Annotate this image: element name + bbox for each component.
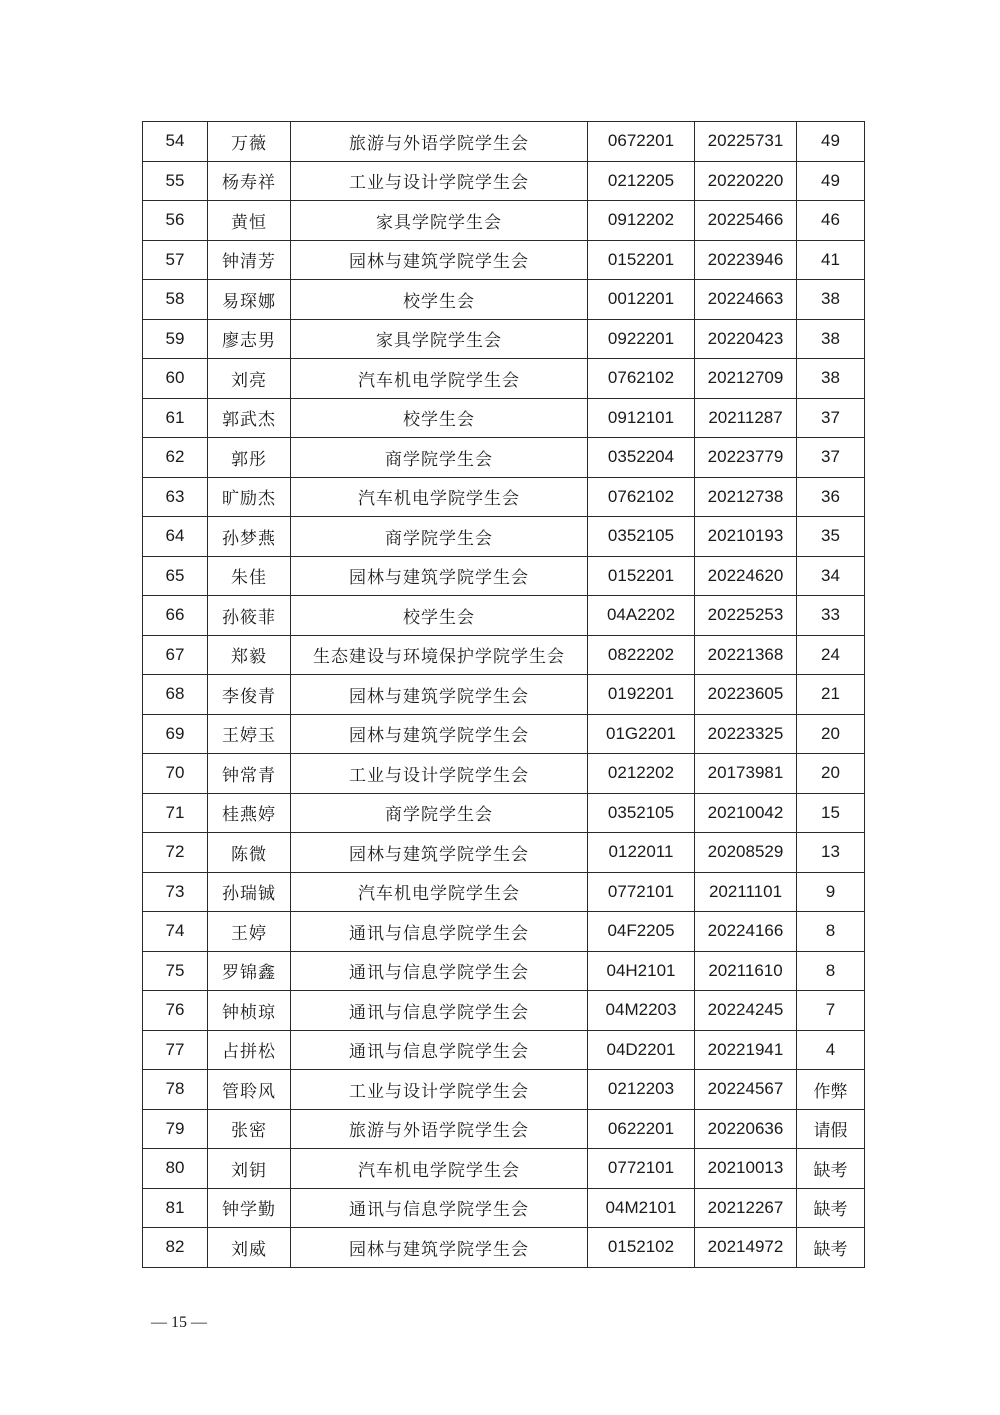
table-row [143,1070,865,1110]
score-cell: 9 [797,872,865,912]
class-code-cell: 0912202 [588,201,695,241]
class-code-cell: 0822202 [588,635,695,675]
class-code-cell: 0762102 [588,477,695,517]
student-id-cell: 20211610 [695,951,797,991]
score-cell: 38 [797,319,865,359]
class-code-cell: 0922201 [588,319,695,359]
score-cell: 15 [797,793,865,833]
organization-cell: 商学院学生会 [291,793,588,833]
class-code-cell: 0212202 [588,754,695,794]
score-cell: 46 [797,201,865,241]
table-row [143,1109,865,1149]
score-cell: 缺考 [797,1228,865,1268]
student-id-cell: 20210193 [695,517,797,557]
student-name-cell: 孙梦燕 [208,517,291,557]
student-name-cell: 钟常青 [208,754,291,794]
score-cell: 20 [797,754,865,794]
row-number-cell: 76 [143,991,208,1031]
student-name-cell: 朱佳 [208,556,291,596]
score-cell: 8 [797,912,865,952]
organization-cell: 工业与设计学院学生会 [291,754,588,794]
student-name-cell: 刘钥 [208,1149,291,1189]
table-row [143,1228,865,1268]
row-number-cell: 68 [143,675,208,715]
row-number-cell: 82 [143,1228,208,1268]
student-id-cell: 20223779 [695,438,797,478]
organization-cell: 园林与建筑学院学生会 [291,714,588,754]
organization-cell: 通讯与信息学院学生会 [291,1030,588,1070]
table-row [143,438,865,478]
student-id-cell: 20212709 [695,359,797,399]
class-code-cell: 0622201 [588,1109,695,1149]
organization-cell: 通讯与信息学院学生会 [291,912,588,952]
student-id-cell: 20224166 [695,912,797,952]
student-name-cell: 桂燕婷 [208,793,291,833]
table-row [143,754,865,794]
score-cell: 请假 [797,1109,865,1149]
student-name-cell: 郑毅 [208,635,291,675]
row-number-cell: 80 [143,1149,208,1189]
organization-cell: 校学生会 [291,596,588,636]
row-number-cell: 71 [143,793,208,833]
student-name-cell: 钟桢琼 [208,991,291,1031]
student-id-cell: 20223605 [695,675,797,715]
row-number-cell: 79 [143,1109,208,1149]
student-id-cell: 20224245 [695,991,797,1031]
table-row [143,201,865,241]
student-id-cell: 20212267 [695,1188,797,1228]
table-row [143,161,865,201]
table-row [143,596,865,636]
organization-cell: 工业与设计学院学生会 [291,1070,588,1110]
class-code-cell: 0212203 [588,1070,695,1110]
row-number-cell: 66 [143,596,208,636]
table-row [143,398,865,438]
score-cell: 4 [797,1030,865,1070]
organization-cell: 通讯与信息学院学生会 [291,951,588,991]
score-cell: 35 [797,517,865,557]
organization-cell: 园林与建筑学院学生会 [291,1228,588,1268]
table-row [143,359,865,399]
row-number-cell: 55 [143,161,208,201]
row-number-cell: 56 [143,201,208,241]
row-number-cell: 54 [143,122,208,162]
class-code-cell: 0152201 [588,240,695,280]
row-number-cell: 59 [143,319,208,359]
student-id-cell: 20210042 [695,793,797,833]
student-name-cell: 郭武杰 [208,398,291,438]
student-id-cell: 20225731 [695,122,797,162]
organization-cell: 园林与建筑学院学生会 [291,675,588,715]
class-code-cell: 04M2203 [588,991,695,1031]
student-id-cell: 20224663 [695,280,797,320]
student-id-cell: 20220220 [695,161,797,201]
row-number-cell: 75 [143,951,208,991]
organization-cell: 家具学院学生会 [291,201,588,241]
row-number-cell: 70 [143,754,208,794]
student-name-cell: 郭彤 [208,438,291,478]
student-id-cell: 20220423 [695,319,797,359]
class-code-cell: 0912101 [588,398,695,438]
class-code-cell: 0352204 [588,438,695,478]
class-code-cell: 04F2205 [588,912,695,952]
table-row [143,1188,865,1228]
class-code-cell: 0352105 [588,517,695,557]
class-code-cell: 0352105 [588,793,695,833]
score-cell: 38 [797,359,865,399]
class-code-cell: 04A2202 [588,596,695,636]
class-code-cell: 0772101 [588,872,695,912]
student-name-cell: 杨寿祥 [208,161,291,201]
row-number-cell: 61 [143,398,208,438]
class-code-cell: 0192201 [588,675,695,715]
row-number-cell: 63 [143,477,208,517]
table-row [143,477,865,517]
table-row [143,240,865,280]
student-name-cell: 占拼松 [208,1030,291,1070]
student-name-cell: 黄恒 [208,201,291,241]
score-cell: 34 [797,556,865,596]
score-cell: 41 [797,240,865,280]
table-row [143,319,865,359]
organization-cell: 商学院学生会 [291,517,588,557]
score-cell: 13 [797,833,865,873]
table-row [143,991,865,1031]
organization-cell: 家具学院学生会 [291,319,588,359]
class-code-cell: 0772101 [588,1149,695,1189]
row-number-cell: 67 [143,635,208,675]
table-row [143,872,865,912]
row-number-cell: 65 [143,556,208,596]
row-number-cell: 77 [143,1030,208,1070]
table-row [143,122,865,162]
student-id-cell: 20208529 [695,833,797,873]
table-row [143,833,865,873]
row-number-cell: 81 [143,1188,208,1228]
student-id-cell: 20212738 [695,477,797,517]
student-id-cell: 20223946 [695,240,797,280]
student-id-cell: 20220636 [695,1109,797,1149]
organization-cell: 汽车机电学院学生会 [291,359,588,399]
page-number: — 15 — [151,1314,207,1331]
score-cell: 37 [797,438,865,478]
table-row [143,951,865,991]
student-id-cell: 20214972 [695,1228,797,1268]
row-number-cell: 72 [143,833,208,873]
organization-cell: 旅游与外语学院学生会 [291,122,588,162]
table-row [143,714,865,754]
student-name-cell: 孙瑞铖 [208,872,291,912]
organization-cell: 通讯与信息学院学生会 [291,1188,588,1228]
student-name-cell: 刘亮 [208,359,291,399]
score-cell: 21 [797,675,865,715]
student-name-cell: 王婷 [208,912,291,952]
student-id-cell: 20221368 [695,635,797,675]
row-number-cell: 78 [143,1070,208,1110]
row-number-cell: 64 [143,517,208,557]
organization-cell: 旅游与外语学院学生会 [291,1109,588,1149]
score-cell: 作弊 [797,1070,865,1110]
student-id-cell: 20221941 [695,1030,797,1070]
organization-cell: 汽车机电学院学生会 [291,872,588,912]
student-name-cell: 刘威 [208,1228,291,1268]
table-row [143,635,865,675]
class-code-cell: 04M2101 [588,1188,695,1228]
row-number-cell: 69 [143,714,208,754]
student-name-cell: 管聆风 [208,1070,291,1110]
student-id-cell: 20211101 [695,872,797,912]
student-id-cell: 20224620 [695,556,797,596]
score-cell: 49 [797,122,865,162]
class-code-cell: 0012201 [588,280,695,320]
student-name-cell: 易琛娜 [208,280,291,320]
table-row [143,793,865,833]
table-row [143,1149,865,1189]
organization-cell: 工业与设计学院学生会 [291,161,588,201]
organization-cell: 园林与建筑学院学生会 [291,240,588,280]
table-row [143,556,865,596]
class-code-cell: 04D2201 [588,1030,695,1070]
student-name-cell: 罗锦鑫 [208,951,291,991]
row-number-cell: 62 [143,438,208,478]
organization-cell: 生态建设与环境保护学院学生会 [291,635,588,675]
student-id-cell: 20225466 [695,201,797,241]
score-cell: 49 [797,161,865,201]
organization-cell: 商学院学生会 [291,438,588,478]
row-number-cell: 73 [143,872,208,912]
student-id-cell: 20210013 [695,1149,797,1189]
table-row [143,280,865,320]
student-name-cell: 钟学勤 [208,1188,291,1228]
score-cell: 20 [797,714,865,754]
student-name-cell: 万薇 [208,122,291,162]
class-code-cell: 0762102 [588,359,695,399]
class-code-cell: 0212205 [588,161,695,201]
organization-cell: 汽车机电学院学生会 [291,1149,588,1189]
class-code-cell: 0672201 [588,122,695,162]
table-row [143,912,865,952]
student-name-cell: 李俊青 [208,675,291,715]
class-code-cell: 0152102 [588,1228,695,1268]
table-row [143,517,865,557]
row-number-cell: 58 [143,280,208,320]
class-code-cell: 01G2201 [588,714,695,754]
organization-cell: 园林与建筑学院学生会 [291,833,588,873]
row-number-cell: 57 [143,240,208,280]
row-number-cell: 74 [143,912,208,952]
table-row [143,1030,865,1070]
row-number-cell: 60 [143,359,208,399]
score-cell: 缺考 [797,1149,865,1189]
student-name-cell: 王婷玉 [208,714,291,754]
student-id-cell: 20225253 [695,596,797,636]
organization-cell: 园林与建筑学院学生会 [291,556,588,596]
organization-cell: 校学生会 [291,398,588,438]
student-id-cell: 20224567 [695,1070,797,1110]
organization-cell: 校学生会 [291,280,588,320]
table-row [143,675,865,715]
organization-cell: 汽车机电学院学生会 [291,477,588,517]
student-name-cell: 张密 [208,1109,291,1149]
score-cell: 36 [797,477,865,517]
student-id-cell: 20211287 [695,398,797,438]
student-name-cell: 廖志男 [208,319,291,359]
class-code-cell: 0122011 [588,833,695,873]
results-table-body [143,122,865,1268]
score-cell: 38 [797,280,865,320]
score-cell: 24 [797,635,865,675]
student-name-cell: 钟清芳 [208,240,291,280]
student-id-cell: 20223325 [695,714,797,754]
student-name-cell: 陈微 [208,833,291,873]
score-cell: 8 [797,951,865,991]
student-id-cell: 20173981 [695,754,797,794]
score-cell: 33 [797,596,865,636]
student-name-cell: 旷励杰 [208,477,291,517]
score-cell: 37 [797,398,865,438]
results-table [142,121,865,1268]
score-cell: 7 [797,991,865,1031]
class-code-cell: 04H2101 [588,951,695,991]
class-code-cell: 0152201 [588,556,695,596]
student-name-cell: 孙筱菲 [208,596,291,636]
organization-cell: 通讯与信息学院学生会 [291,991,588,1031]
score-cell: 缺考 [797,1188,865,1228]
